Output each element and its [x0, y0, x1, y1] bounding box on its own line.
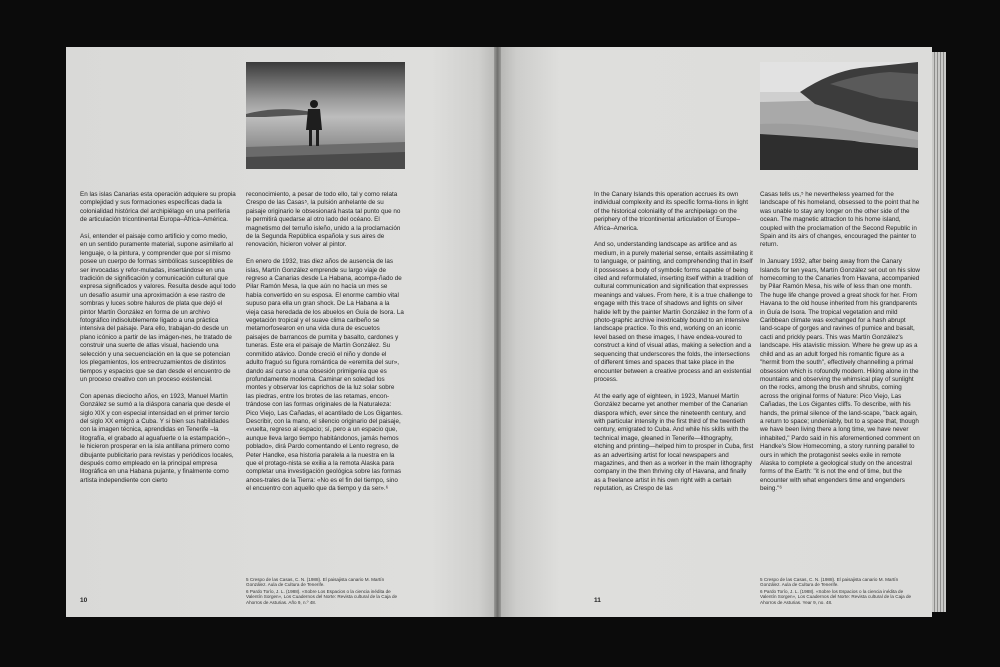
footnote: 6 Pardo Torío, J. L. (1988). «Sobre Los Espacios o la ciencia inédita de Valentín Sorgen», Los Cuadernos del Norte: Revista cultural de la Caja de Ahorros de Asturias. Año 9, n.º 48. [246, 588, 398, 605]
paragraph: En enero de 1932, tras diez años de ausencia de las islas, Martín González emprende su largo viaje de regreso a Canarias desde La Habana, acompa-ñado de Pilar Ramón Mesa, la que aún no hacía un mes se había convertido en su esposa. El enorme cambio vital supuso para ella un gran shock. De La Habana a la vieja casa heredada de los abuelos en Guía de Isora. La vegetación tropical y el suave clima caribeño se metamorfosearon en una vida dura de escuetos paisajes de barrancos de pumita y basalto, cardones y tuneras. Este era el paisaje de Martín González. Su conmitido atávico. Donde creció el niño y donde el adulto fraguó su figura romántica de «eremita del sur», dando así curso a una obsesión primigenia que es profundamente moderna. Caminar en soledad los montes y observar los caprichos de la luz solar sobre las piedras, entre los brotes de las retamas, encon-trándose con las formas originales de la Naturaleza: Pico Viejo, Las Cañadas, el acantilado de Los Gigantes. Describir, con la mano, el silencio originario del paisaje, «vuelta, regreso al espacio; sí, pero a un espacio que, aunque lleva largo tiempo habitándonos, jamás hemos poblado», dirá Pardo comentando el Lento regreso, de Peter Handke, esa historia paralela a la nuestra en la que el protago-nista se exilia a la remota Alaska para completar una investigación geológica sobre las formas ances-trales de la Tierra: «No es el fin del tiempo, sino el encuentro con aquello que da tiempo y da ser».⁶ [246, 258, 404, 493]
right-column-1 [594, 191, 754, 502]
paragraph: En las islas Canarias esta operación adquiere su propia complejidad y sus formaciones específicas dada la colonialidad histórica del archipiélago en una periferia de articulación tricontinental Europa–África–América. [80, 191, 236, 224]
photo-figure-by-sea [246, 62, 405, 169]
page-edges [932, 52, 946, 612]
paragraph: Con apenas dieciocho años, en 1923, Manuel Martín González se sumó a la diáspora canaria que desde el siglo XIX y con especial intensidad en el primer tercio del siglo XX emigró a Cuba. Y si bien sus habilidades con la imagen técnica, aprendidas en Tenerife –la litografía, el grabado al aguafuerte o la estampación–, le hicieron prosperar en la isla antillana primero como dibujante publicitario para revistas y periódicos locales, después como empleado en la principal empresa litográfica en una Habana pujante, y finalmente como artista independiente con cierto [80, 392, 234, 484]
paragraph: At the early age of eighteen, in 1923, Manuel Martín González became yet another member of the Canarian diaspora which, ever since the nineteenth century, and with particular intensity in the first third of the twentieth century, emigrated to Cuba. And while his skills with the technical image, gleaned in Tenerife—lithography, etching and printing—helped him to prosper in Cuba, first as an advertising artist for local newspapers and magazines, and then as a worker in the main lithography company in the then thriving city of Havana, and finally as a freelance artist in his own right with a certain reputation, as Crespo de las [594, 392, 754, 493]
page-number-right: 11 [594, 597, 601, 604]
book-spine [494, 47, 501, 617]
paragraph: In the Canary Islands this operation accrues its own individual complexity and its specific forma-tions in light of the historical coloniality of the archipelago on the periphery of the tricontinental articulation of Europe–Africa–America. [594, 191, 748, 232]
page-number-left: 10 [80, 597, 88, 604]
paragraph: Casas tells us,⁵ he nevertheless yearned for the landscape of his homeland, obsessed to the point that he was unable to stay any longer on the other side of the ocean. The magnetic attraction to his home island, coupled with the proclamation of the Second Republic in Spain and its airs of changes, encouraged the painter to return. [760, 191, 920, 249]
paragraph: reconocimiento, a pesar de todo ello, tal y como relata Crespo de las Casas⁵, la pulsión anhelante de su paisaje originario le obsesionará hasta tal punto que no le permitirá quedarse al otro lado del océano. El magnetismo del terruño isleño, unido a la proclamación de la Segunda República española y sus aires de renovación, hicieron volver al pintor. [246, 191, 401, 249]
left-column-1 [80, 191, 236, 494]
left-column-2 [246, 191, 404, 502]
footnote: 6 Pardo Torío, J. L. (1988). «Sobre los Espacios o la ciencia inédita de Valentín Sorgen», Los Cuadernos del Norte: Revista cultural de la Caja de Ahorros de Asturias. Year 9, no. 48. [760, 588, 912, 605]
paragraph: And so, understanding landscape as artifice and as medium, in a purely material sense, entails assimilating it to language, or painting, and comprehending that in itself it possesses a body of symbolic forms capable of being cited and reformulated, inserting itself within a tradition of cultural communication and signification that expresses meanings and values. From here, it is a true challenge to engage with this trace of shadows and lights on silver halide left by the painter Martín González in the form of a photo-graphic archive inextricably bound to an intensive landscape practice. To this end, working on an iconic level based on these images, I have endea-voured to construct a kind of visual atlas, making a selection and a sequencing that underscores the folds, the intersections of different times and spaces that take place in the encounter between a creative process and an existential process. [594, 241, 753, 383]
paragraph: Así, entender el paisaje como artificio y como medio, en un sentido puramente material, supone asimilarlo al lenguaje, o la pintura, y comprender que por sí mismo posee un cuerpo de formas simbólicas susceptibles de ser invocadas y refor-muladas, insertándose en una tradición de significación y comunicación cultural que expresa significados y valores. Resulta desde aquí todo un desafío asumir una aproximación a ese rastro de sombras y luces sobre haluros de plata que dejó el pintor Martín González en forma de un archivo fotográfico indisolublemente ligado a una práctica intensiva del paisaje. Para ello, trabajan-do desde un plano icónico a partir de las imágen-nes, he tratado de construir una suerte de atlas visual, haciendo una selección y una secuenciación en la que se potencian los plegamientos, los entrecruzamientos de distintos tiempos y espacios que se dan desde el encuentro de un proceso creativo con un proceso existencial. [80, 233, 236, 383]
footnote: 5 Crespo de las Casas, C. N. (1988). El paisajista canario M. Martín González. Aula de Cultura de Tenerife. [760, 577, 899, 588]
right-column-2 [760, 191, 920, 502]
right-footnotes [760, 577, 920, 606]
left-footnotes [246, 577, 406, 606]
footnote: 5 Crespo de las Casas, C. N. (1988). El paisajista canario M. Martín González. Aula de Cultura de Tenerife. [246, 577, 385, 588]
photo-coastal-cliffs [760, 62, 918, 170]
paragraph: In January 1932, after being away from the Canary Islands for ten years, Martín González set out on his slow homecoming to the Canaries from Havana, accompanied by Pilar Ramón Mesa, his wife of less than one month. The huge life change proved a great shock for her. From Havana to the old house inherited from his grandparents in Guía de Isora. The tropical vegetation and mild Caribbean climate was exchanged for a hash abrupt land-scape of gorges and ravines of pumice and basalt, cacti and prickly pears. This was Martín González's landscape. His atavistic mission. Where he grew up as a child and as an adult forged his romantic figure as a "hermit from the south", effectively channelling a primal obsession which is rofoundly modern. Hiking alone in the mountains and observing the whimsical play of sunlight on the rocks, among the brush and shrubs, coming across the original forms of Nature: Pico Viejo, Las Cañadas, the Los Gigantes cliffs. To describe, with his hands, the primal silence of the land-scape, "back again, a return to space; undeniably, but to a space that, though we have been living there a long time, we have never inhabited," Pardo said in his aforementioned comment on Handke's Slow Homecoming, a story running parallel to ours in which the protagonist seeks exile in remote Alaska to complete a geological study on the ancestral forms of the Earth: "it is not the end of time, but the encounter with what engenders time and engenders being."⁶ [760, 258, 920, 493]
